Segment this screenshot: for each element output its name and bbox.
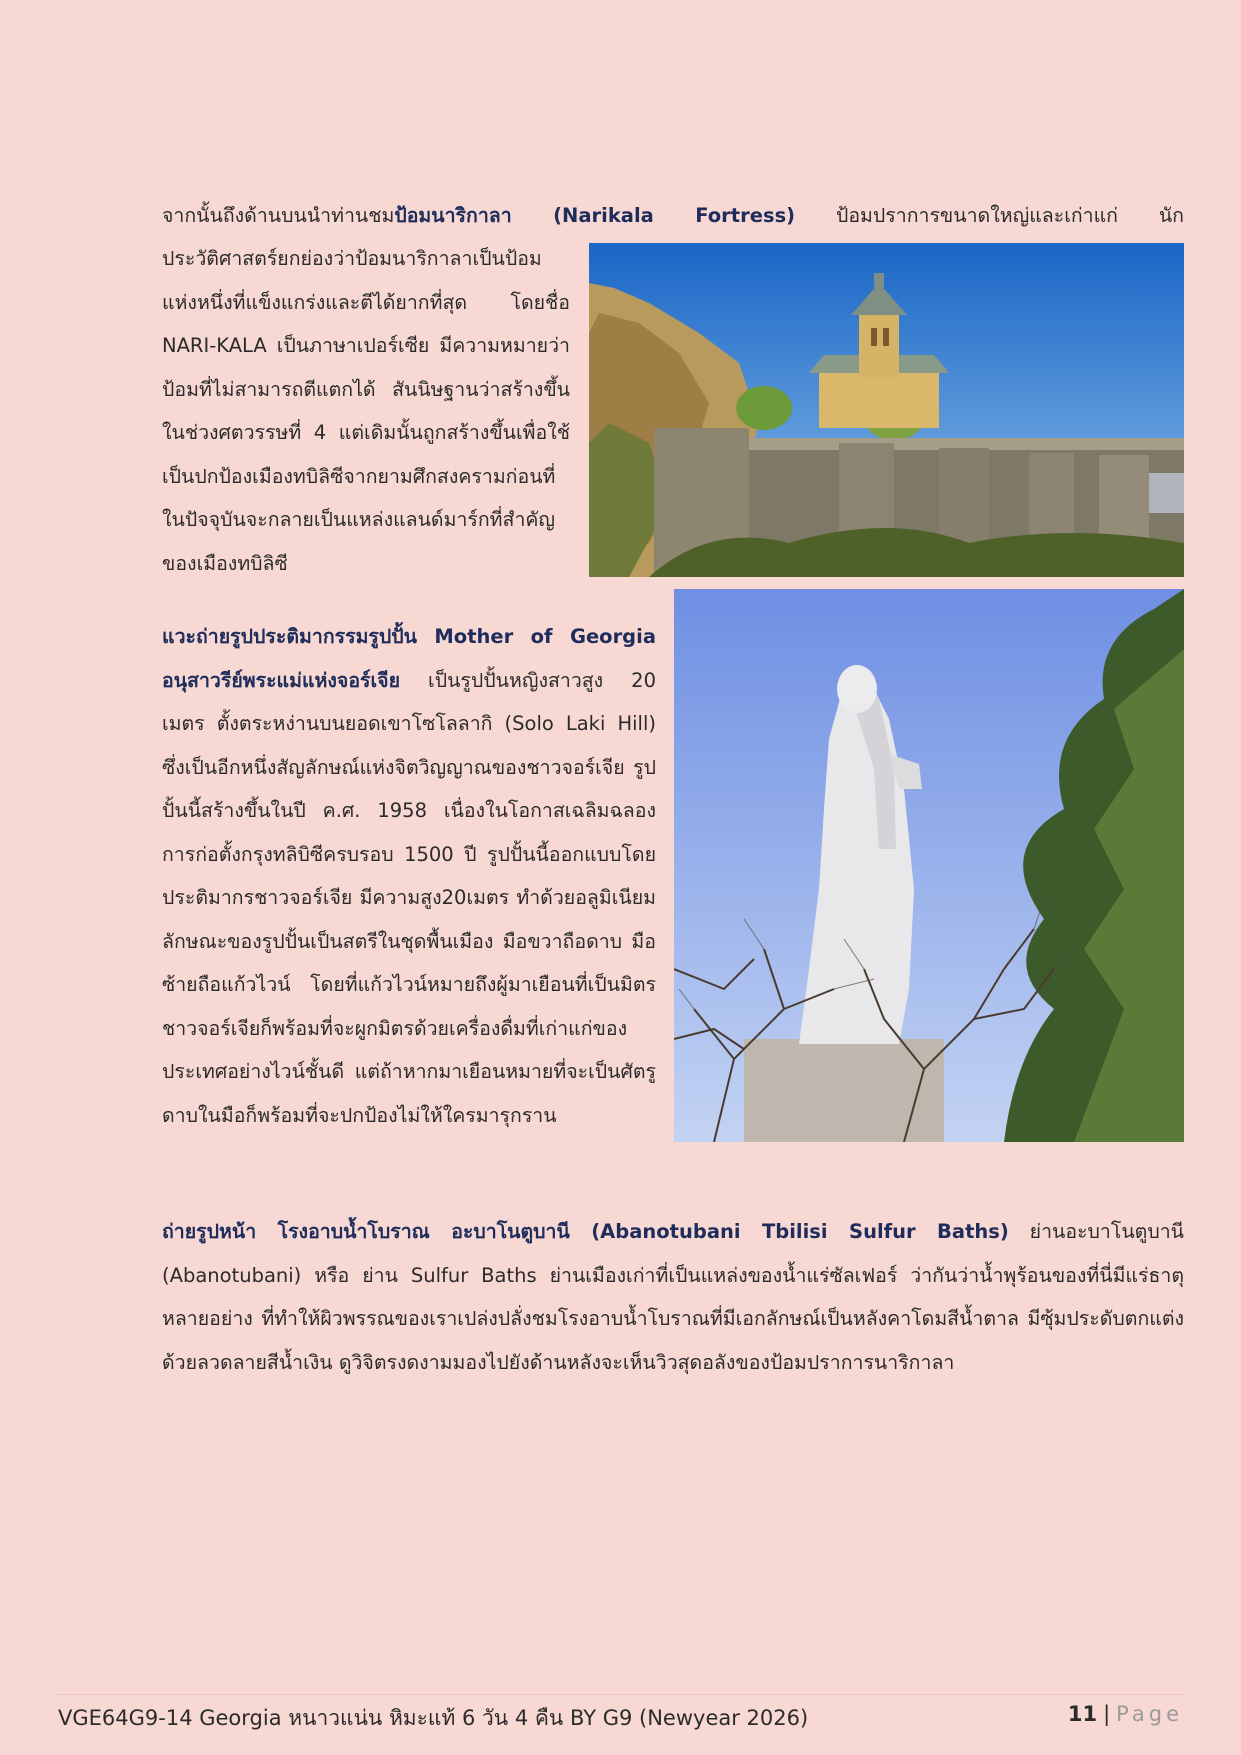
section1-highlight: ป้อมนาริกาลา (Narikala Fortress): [394, 204, 796, 227]
page-number: 11: [1067, 1702, 1098, 1726]
section1-intro: จากนั้นถึงด้านบนนำท่านชม: [162, 204, 395, 227]
section1-first-line: [162, 194, 1184, 238]
footer-page-info: [1068, 1702, 1183, 1726]
section3-body: ย่านอะบาโนตูบานี (Abanotubani) หรือ ย่าน Sulfur Baths ย่านเมืองเก่าที่เป็นแหล่งของน้ำแร่ซัลเฟอร์ ว่ากันว่าน้ำพุร้อนของที่นี่มีแร่ธาตุหลายอย่าง ที่ทำให้ผิวพรรณของเราเปล่งปลั่งชมโรงอาบน้ำโบราณที่มีเอกลักษณ์เป็นหลังคาโดมสีน้ำตาล มีซุ้มประดับตกแต่งด้วยลวดลายสีน้ำเงิน ดูวิจิตรงดงามมองไปยังด้านหลังจะเห็นวิวสุดอลังของป้อมปราการนาริกาลา: [162, 1220, 1185, 1374]
footer-divider: [56, 1694, 1186, 1695]
footer-title: VGE64G9-14 Georgia หนาวแน่น หิมะแท้ 6 วัน 4 คืน BY G9 (Newyear 2026): [58, 1706, 809, 1730]
narikala-fortress-photo: [589, 243, 1184, 577]
section2-paragraph: [162, 615, 656, 1137]
section3-highlight: ถ่ายรูปหน้า โรงอาบน้ำโบราณ อะบาโนตูบานี (Abanotubani Tbilisi Sulfur Baths): [162, 1220, 1009, 1243]
section2-highlight: แวะถ่ายรูปประติมากรรมรูปปั้น Mother of Georgia อนุสาวรีย์พระแม่แห่งจอร์เจีย: [162, 625, 656, 692]
section3-paragraph: [162, 1210, 1184, 1384]
page-label: Page: [1116, 1702, 1183, 1726]
section1-body: ประวัติศาสตร์ยกย่องว่าป้อมนาริกาลาเป็นป้อมแห่งหนึ่งที่แข็งแกร่งและตีได้ยากที่สุด โดยชื่อ NARI-KALA เป็นภาษาเปอร์เซีย มีความหมายว่า ป้อมที่ไม่สามารถตีแตกได้ สันนิษฐานว่าสร้างขึ้นในช่วงศตวรรษที่ 4 แต่เดิมนั้นถูกสร้างขึ้นเพื่อใช้เป็นปกป้องเมืองทบิลิซีจากยามศึกสงครามก่อนที่ในปัจจุบันจะกลายเป็นแหล่งแลนด์มาร์กที่สำคัญของเมืองทบิลิซี: [162, 247, 570, 575]
mother-of-georgia-photo: [674, 589, 1184, 1142]
section1-first-line-tail: ป้อมปราการขนาดใหญ่และเก่าแก่ นัก: [795, 204, 1184, 227]
section2-body: เป็นรูปปั้นหญิงสาวสูง 20 เมตร ตั้งตระหง่านบนยอดเขาโซโลลากิ (Solo Laki Hill) ซึ่งเป็นอีกหนึ่งสัญลักษณ์แห่งจิตวิญญาณของชาวจอร์เจีย รูปปั้นนี้สร้างขึ้นในปี ค.ศ. 1958 เนื่องในโอกาสเฉลิมฉลองการก่อตั้งกรุงทลิบิซีครบรอบ 1500 ปี รูปปั้นนี้ออกแบบโดยประติมากรชาวจอร์เจีย มีความสูง20เมตร ทำด้วยอลูมิเนียม ลักษณะของรูปปั้นเป็นสตรีในชุดพื้นเมือง มือขวาถือดาบ มือซ้ายถือแก้วไวน์ โดยที่แก้วไวน์หมายถึงผู้มาเยือนที่เป็นมิตร ชาวจอร์เจียก็พร้อมที่จะผูกมิตรด้วยเครื่องดื่มที่เก่าแก่ของประเทศอย่างไวน์ชั้นดี แต่ถ้าหากมาเยือนหมายที่จะเป็นศัตรู ดาบในมือก็พร้อมที่จะปกป้องไม่ให้ใครมารุกราน: [162, 668, 656, 1127]
page-separator: |: [1103, 1702, 1111, 1726]
